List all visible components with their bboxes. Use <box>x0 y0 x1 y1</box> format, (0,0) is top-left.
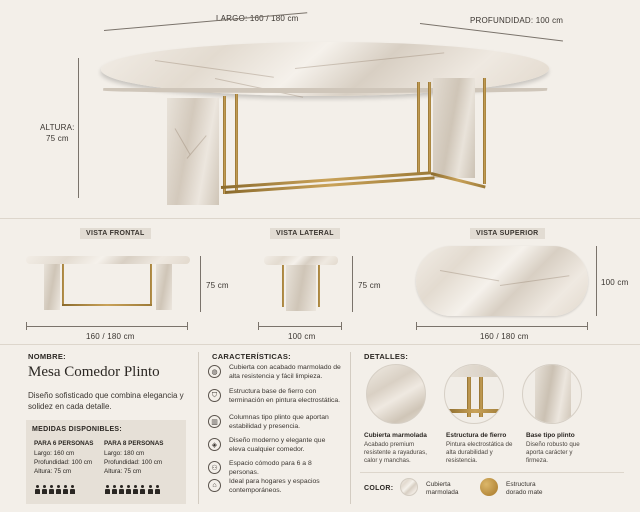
person-icon <box>140 485 146 494</box>
color-swatch-marble <box>400 478 418 496</box>
side-height: 75 cm <box>358 281 381 290</box>
product-name: Mesa Comedor Plinto <box>28 364 160 380</box>
person-icon <box>70 485 76 494</box>
color-name-gold: Estructura dorado mate <box>506 481 543 496</box>
measure-profundidad: Profundidad: 100 cm <box>34 459 93 466</box>
product-description: Diseño sofisticado que combina elegancia y solidez en cada detalle. <box>28 391 184 411</box>
measure-option-8 <box>104 440 184 491</box>
view-lateral-label: VISTA LATERAL <box>270 228 340 239</box>
features-title: CARACTERÍSTICAS: <box>212 352 291 361</box>
largo-dimension: LARGO: 160 / 180 cm <box>216 14 299 23</box>
front-view-image <box>26 256 190 312</box>
altura-label: ALTURA: <box>40 123 75 132</box>
hero-right-plinth <box>433 78 475 178</box>
feature-text: Estructura base de fierro con terminación en pintura electrostática. <box>229 388 341 404</box>
person-icon <box>34 485 40 494</box>
home-icon: ⌂ <box>208 479 221 492</box>
detail-title-frame: Estructura de fierro <box>446 432 507 439</box>
measure-profundidad: Profundidad: 100 cm <box>104 459 163 466</box>
color-label: COLOR: <box>364 485 394 492</box>
measure-option-title: PARA 8 PERSONAS <box>104 440 164 447</box>
feature-item <box>208 364 343 381</box>
measure-largo: Largo: 160 cm <box>34 450 75 457</box>
feature-text: Espacio cómodo para 6 a 8 personas. <box>229 460 312 476</box>
detail-frame-image <box>444 364 504 424</box>
measures-title: MEDIDAS DISPONIBLES: <box>32 426 123 433</box>
detail-marble-image <box>366 364 426 424</box>
people-icon: ⚇ <box>208 461 221 474</box>
person-icon <box>111 485 117 494</box>
person-icon <box>154 485 160 494</box>
person-icon <box>63 485 69 494</box>
name-label: NOMBRE: <box>28 352 66 361</box>
detail-text-plinth: Diseño robusto que aporta carácter y firmeza. <box>526 441 580 464</box>
feature-text: Ideal para hogares y espacios contemporáneos. <box>229 478 320 494</box>
detail-title-plinth: Base tipo plinto <box>526 432 575 439</box>
hero-frame-right-post-2 <box>428 82 431 174</box>
top-height: 100 cm <box>601 278 629 287</box>
top-width: 160 / 180 cm <box>480 332 529 341</box>
profundidad-dimension: PROFUNDIDAD: 100 cm <box>470 16 564 25</box>
altura-dimension-line <box>78 58 79 198</box>
feature-item <box>208 478 343 495</box>
hero-frame-right-post-1 <box>417 82 420 174</box>
people-8-icons <box>104 481 184 491</box>
measure-altura: Altura: 75 cm <box>34 468 72 475</box>
feature-item <box>208 437 343 454</box>
details-title: DETALLES: <box>364 352 409 361</box>
side-width: 100 cm <box>288 332 316 341</box>
measure-altura: Altura: 75 cm <box>104 468 142 475</box>
feature-item <box>208 414 343 431</box>
hero-table-image <box>95 38 555 213</box>
feature-item <box>208 460 343 477</box>
feature-item <box>208 388 343 405</box>
front-width: 160 / 180 cm <box>86 332 135 341</box>
measure-option-6 <box>34 440 104 491</box>
feature-text: Diseño moderno y elegante que eleva cualquier comedor. <box>229 437 326 453</box>
person-icon <box>118 485 124 494</box>
detail-text-frame: Pintura electrostática de alta durabilidad y resistencia. <box>446 441 513 464</box>
feature-text: Cubierta con acabado marmolado de alta resistencia y fácil limpieza. <box>229 364 341 380</box>
view-frontal-label: VISTA FRONTAL <box>80 228 151 239</box>
hero-frame-left-post-2 <box>235 94 238 192</box>
shield-icon: ⛉ <box>208 389 221 402</box>
color-swatch-gold <box>480 478 498 496</box>
columns-icon: ▥ <box>208 415 221 428</box>
side-view-image <box>264 256 338 312</box>
design-icon: ◈ <box>208 438 221 451</box>
view-superior-label: VISTA SUPERIOR <box>470 228 545 239</box>
person-icon <box>41 485 47 494</box>
detail-text-marble: Acabado premium resistente a rayaduras, calor y manchas. <box>364 441 427 464</box>
color-name-marble: Cubierta marmolada <box>426 481 459 496</box>
people-6-icons <box>34 481 104 491</box>
person-icon <box>104 485 110 494</box>
marble-icon: ◍ <box>208 365 221 378</box>
measure-option-title: PARA 6 PERSONAS <box>34 440 94 447</box>
person-icon <box>133 485 139 494</box>
hero-frame-left-post-1 <box>223 96 226 194</box>
person-icon <box>48 485 54 494</box>
person-icon <box>126 485 132 494</box>
detail-title-marble: Cubierta marmolada <box>364 432 427 439</box>
front-height: 75 cm <box>206 281 229 290</box>
feature-text: Columnas tipo plinto que aportan estabilidad y presencia. <box>229 414 329 430</box>
measure-largo: Largo: 180 cm <box>104 450 145 457</box>
altura-value: 75 cm <box>46 134 69 143</box>
person-icon <box>56 485 62 494</box>
top-view-image <box>416 246 588 316</box>
hero-frame-right-post-3 <box>483 78 486 184</box>
person-icon <box>147 485 153 494</box>
detail-plinth-image <box>522 364 582 424</box>
